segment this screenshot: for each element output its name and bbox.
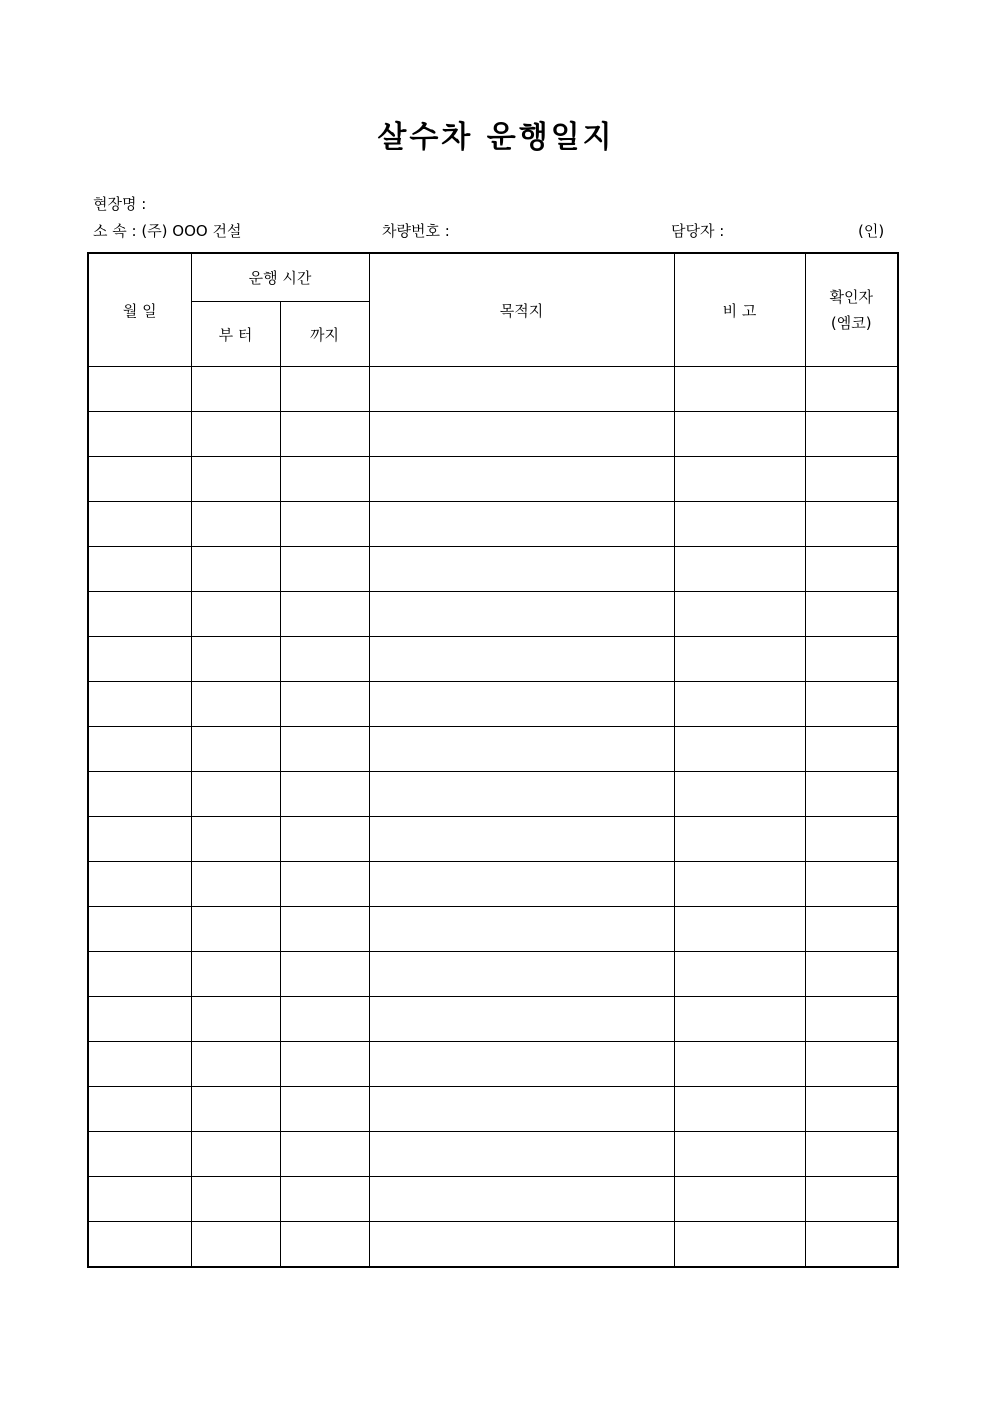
- to-cell[interactable]: [280, 907, 369, 952]
- confirmer-cell[interactable]: [805, 682, 898, 727]
- destination-cell[interactable]: [369, 1132, 674, 1177]
- confirmer-cell[interactable]: [805, 907, 898, 952]
- to-cell[interactable]: [280, 772, 369, 817]
- remarks-cell[interactable]: [674, 637, 805, 682]
- remarks-cell[interactable]: [674, 997, 805, 1042]
- confirmer-cell[interactable]: [805, 367, 898, 412]
- header-to: 까지: [280, 302, 369, 367]
- table-row: [88, 682, 898, 727]
- to-cell[interactable]: [280, 1087, 369, 1132]
- to-cell[interactable]: [280, 547, 369, 592]
- to-cell[interactable]: [280, 1222, 369, 1268]
- table-row: [88, 1132, 898, 1177]
- from-cell[interactable]: [191, 502, 280, 547]
- destination-cell[interactable]: [369, 457, 674, 502]
- seal-mark: (인): [858, 222, 885, 240]
- destination-cell[interactable]: [369, 952, 674, 997]
- to-cell[interactable]: [280, 1132, 369, 1177]
- date-cell[interactable]: [88, 367, 191, 412]
- date-cell[interactable]: [88, 772, 191, 817]
- remarks-cell[interactable]: [674, 817, 805, 862]
- table-row: [88, 457, 898, 502]
- from-cell[interactable]: [191, 457, 280, 502]
- remarks-cell[interactable]: [674, 1132, 805, 1177]
- destination-cell[interactable]: [369, 1087, 674, 1132]
- table-row: [88, 817, 898, 862]
- remarks-cell[interactable]: [674, 772, 805, 817]
- remarks-cell[interactable]: [674, 367, 805, 412]
- document-title: 살수차 운행일지: [377, 120, 615, 155]
- header-remarks: 비 고: [674, 253, 805, 367]
- to-cell[interactable]: [280, 1177, 369, 1222]
- from-cell[interactable]: [191, 367, 280, 412]
- remarks-cell[interactable]: [674, 907, 805, 952]
- confirmer-cell[interactable]: [805, 1177, 898, 1222]
- from-cell[interactable]: [191, 1222, 280, 1268]
- remarks-cell[interactable]: [674, 502, 805, 547]
- confirmer-cell[interactable]: [805, 1132, 898, 1177]
- table-row: [88, 862, 898, 907]
- from-cell[interactable]: [191, 637, 280, 682]
- header-date: 월 일: [88, 253, 191, 367]
- remarks-cell[interactable]: [674, 1177, 805, 1222]
- destination-cell[interactable]: [369, 547, 674, 592]
- destination-cell[interactable]: [369, 907, 674, 952]
- confirmer-cell[interactable]: [805, 1042, 898, 1087]
- from-cell[interactable]: [191, 1177, 280, 1222]
- table-row: [88, 1087, 898, 1132]
- remarks-cell[interactable]: [674, 952, 805, 997]
- to-cell[interactable]: [280, 367, 369, 412]
- date-cell[interactable]: [88, 1222, 191, 1268]
- destination-cell[interactable]: [369, 682, 674, 727]
- confirmer-cell[interactable]: [805, 862, 898, 907]
- destination-cell[interactable]: [369, 727, 674, 772]
- table-row: [88, 727, 898, 772]
- table-row: [88, 1222, 898, 1268]
- table-row: [88, 412, 898, 457]
- table-row: [88, 952, 898, 997]
- to-cell[interactable]: [280, 502, 369, 547]
- confirmer-cell[interactable]: [805, 727, 898, 772]
- header-confirmer: [805, 253, 898, 367]
- manager-label: 담당자 :: [671, 222, 725, 240]
- to-cell[interactable]: [280, 637, 369, 682]
- to-cell[interactable]: [280, 412, 369, 457]
- from-cell[interactable]: [191, 1087, 280, 1132]
- confirmer-cell[interactable]: [805, 502, 898, 547]
- table-row: [88, 907, 898, 952]
- remarks-cell[interactable]: [674, 1087, 805, 1132]
- destination-cell[interactable]: [369, 412, 674, 457]
- from-cell[interactable]: [191, 952, 280, 997]
- header-from: 부 터: [191, 302, 280, 367]
- table-row: [88, 997, 898, 1042]
- header-operation-time: 운행 시간: [191, 253, 369, 302]
- table-row: [88, 637, 898, 682]
- to-cell[interactable]: [280, 727, 369, 772]
- confirmer-cell[interactable]: [805, 1222, 898, 1268]
- confirmer-cell[interactable]: [805, 772, 898, 817]
- date-cell[interactable]: [88, 457, 191, 502]
- to-cell[interactable]: [280, 682, 369, 727]
- destination-cell[interactable]: [369, 817, 674, 862]
- to-cell[interactable]: [280, 997, 369, 1042]
- destination-cell[interactable]: [369, 862, 674, 907]
- date-cell[interactable]: [88, 502, 191, 547]
- from-cell[interactable]: [191, 817, 280, 862]
- from-cell[interactable]: [191, 682, 280, 727]
- table-row: [88, 1042, 898, 1087]
- table-row: [88, 1177, 898, 1222]
- table-row: [88, 547, 898, 592]
- from-cell[interactable]: [191, 862, 280, 907]
- from-cell[interactable]: [191, 772, 280, 817]
- remarks-cell[interactable]: [674, 412, 805, 457]
- from-cell[interactable]: [191, 1132, 280, 1177]
- remarks-cell[interactable]: [674, 1222, 805, 1268]
- date-cell[interactable]: [88, 412, 191, 457]
- to-cell[interactable]: [280, 1042, 369, 1087]
- from-cell[interactable]: [191, 907, 280, 952]
- from-cell[interactable]: [191, 547, 280, 592]
- remarks-cell[interactable]: [674, 862, 805, 907]
- destination-cell[interactable]: [369, 592, 674, 637]
- date-cell[interactable]: [88, 907, 191, 952]
- header-row-top: [88, 253, 898, 302]
- table-row: [88, 592, 898, 637]
- destination-cell[interactable]: [369, 1222, 674, 1268]
- confirmer-cell[interactable]: [805, 817, 898, 862]
- to-cell[interactable]: [280, 592, 369, 637]
- from-cell[interactable]: [191, 727, 280, 772]
- date-cell[interactable]: [88, 592, 191, 637]
- destination-cell[interactable]: [369, 502, 674, 547]
- destination-cell[interactable]: [369, 637, 674, 682]
- date-cell[interactable]: [88, 1087, 191, 1132]
- confirmer-cell[interactable]: [805, 457, 898, 502]
- remarks-cell[interactable]: [674, 457, 805, 502]
- date-cell[interactable]: [88, 1042, 191, 1087]
- confirmer-cell[interactable]: [805, 952, 898, 997]
- confirmer-cell[interactable]: [805, 592, 898, 637]
- confirmer-cell[interactable]: [805, 1087, 898, 1132]
- date-cell[interactable]: [88, 997, 191, 1042]
- date-cell[interactable]: [88, 682, 191, 727]
- operation-log-table: [87, 252, 899, 1268]
- from-cell[interactable]: [191, 412, 280, 457]
- remarks-cell[interactable]: [674, 682, 805, 727]
- date-cell[interactable]: [88, 727, 191, 772]
- site-name-label: 현장명 :: [93, 195, 147, 213]
- destination-cell[interactable]: [369, 1042, 674, 1087]
- table-row: [88, 502, 898, 547]
- header-confirmer-title: 확인자: [829, 288, 873, 306]
- remarks-cell[interactable]: [674, 592, 805, 637]
- to-cell[interactable]: [280, 952, 369, 997]
- from-cell[interactable]: [191, 997, 280, 1042]
- to-cell[interactable]: [280, 817, 369, 862]
- date-cell[interactable]: [88, 637, 191, 682]
- table-row: [88, 367, 898, 412]
- table-row: [88, 772, 898, 817]
- header-destination: 목적지: [369, 253, 674, 367]
- confirmer-cell[interactable]: [805, 412, 898, 457]
- confirmer-cell[interactable]: [805, 637, 898, 682]
- date-cell[interactable]: [88, 547, 191, 592]
- from-cell[interactable]: [191, 1042, 280, 1087]
- confirmer-cell[interactable]: [805, 547, 898, 592]
- destination-cell[interactable]: [369, 997, 674, 1042]
- confirmer-cell[interactable]: [805, 997, 898, 1042]
- affiliation-label: 소 속 : (주) OOO 건설: [93, 222, 242, 240]
- date-cell[interactable]: [88, 1177, 191, 1222]
- destination-cell[interactable]: [369, 772, 674, 817]
- destination-cell[interactable]: [369, 367, 674, 412]
- date-cell[interactable]: [88, 1132, 191, 1177]
- remarks-cell[interactable]: [674, 1042, 805, 1087]
- date-cell[interactable]: [88, 862, 191, 907]
- from-cell[interactable]: [191, 592, 280, 637]
- destination-cell[interactable]: [369, 1177, 674, 1222]
- vehicle-number-label: 차량번호 :: [382, 222, 450, 240]
- remarks-cell[interactable]: [674, 547, 805, 592]
- to-cell[interactable]: [280, 862, 369, 907]
- header-confirmer-company: (엠코): [830, 314, 872, 332]
- remarks-cell[interactable]: [674, 727, 805, 772]
- date-cell[interactable]: [88, 817, 191, 862]
- date-cell[interactable]: [88, 952, 191, 997]
- to-cell[interactable]: [280, 457, 369, 502]
